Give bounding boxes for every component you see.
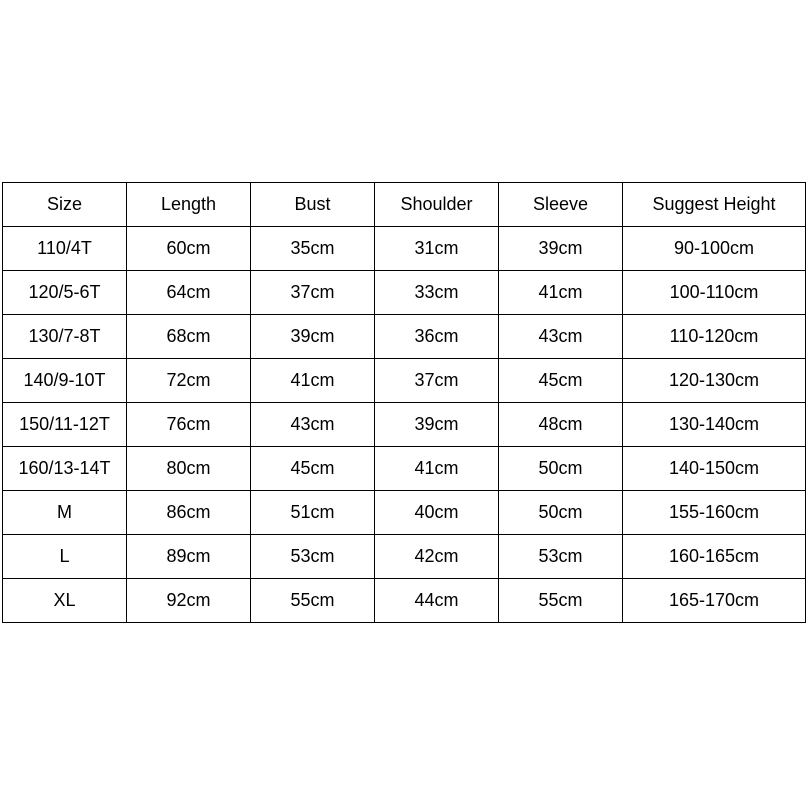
cell-suggest-height: 155-160cm (623, 491, 806, 535)
table-row (3, 359, 806, 403)
cell-shoulder: 42cm (375, 535, 499, 579)
cell-length: 92cm (127, 579, 251, 623)
table-row (3, 535, 806, 579)
table-row (3, 447, 806, 491)
cell-suggest-height: 140-150cm (623, 447, 806, 491)
cell-suggest-height: 160-165cm (623, 535, 806, 579)
cell-size: 130/7-8T (3, 315, 127, 359)
cell-sleeve: 48cm (499, 403, 623, 447)
table-row (3, 403, 806, 447)
cell-size: 140/9-10T (3, 359, 127, 403)
table-row (3, 491, 806, 535)
table-row (3, 315, 806, 359)
cell-sleeve: 50cm (499, 447, 623, 491)
cell-suggest-height: 110-120cm (623, 315, 806, 359)
cell-shoulder: 40cm (375, 491, 499, 535)
cell-size: XL (3, 579, 127, 623)
cell-shoulder: 44cm (375, 579, 499, 623)
cell-length: 64cm (127, 271, 251, 315)
cell-size: 160/13-14T (3, 447, 127, 491)
cell-sleeve: 39cm (499, 227, 623, 271)
cell-suggest-height: 90-100cm (623, 227, 806, 271)
cell-bust: 39cm (251, 315, 375, 359)
cell-shoulder: 41cm (375, 447, 499, 491)
cell-size: L (3, 535, 127, 579)
table-header-row (3, 183, 806, 227)
header-suggest-height: Suggest Height (623, 183, 806, 227)
table-row (3, 271, 806, 315)
cell-sleeve: 45cm (499, 359, 623, 403)
cell-suggest-height: 165-170cm (623, 579, 806, 623)
cell-sleeve: 41cm (499, 271, 623, 315)
cell-bust: 43cm (251, 403, 375, 447)
cell-length: 68cm (127, 315, 251, 359)
cell-sleeve: 53cm (499, 535, 623, 579)
cell-bust: 37cm (251, 271, 375, 315)
cell-length: 80cm (127, 447, 251, 491)
header-sleeve: Sleeve (499, 183, 623, 227)
cell-size: 110/4T (3, 227, 127, 271)
cell-length: 72cm (127, 359, 251, 403)
cell-bust: 53cm (251, 535, 375, 579)
size-chart-table (2, 182, 806, 623)
cell-sleeve: 50cm (499, 491, 623, 535)
cell-bust: 35cm (251, 227, 375, 271)
cell-size: 150/11-12T (3, 403, 127, 447)
header-bust: Bust (251, 183, 375, 227)
cell-bust: 41cm (251, 359, 375, 403)
cell-length: 89cm (127, 535, 251, 579)
cell-length: 60cm (127, 227, 251, 271)
cell-shoulder: 36cm (375, 315, 499, 359)
cell-shoulder: 31cm (375, 227, 499, 271)
header-size: Size (3, 183, 127, 227)
cell-size: M (3, 491, 127, 535)
cell-length: 86cm (127, 491, 251, 535)
cell-suggest-height: 100-110cm (623, 271, 806, 315)
header-shoulder: Shoulder (375, 183, 499, 227)
cell-size: 120/5-6T (3, 271, 127, 315)
table-row (3, 579, 806, 623)
cell-sleeve: 55cm (499, 579, 623, 623)
cell-length: 76cm (127, 403, 251, 447)
cell-bust: 45cm (251, 447, 375, 491)
cell-bust: 55cm (251, 579, 375, 623)
cell-suggest-height: 130-140cm (623, 403, 806, 447)
cell-shoulder: 33cm (375, 271, 499, 315)
cell-suggest-height: 120-130cm (623, 359, 806, 403)
table-row (3, 227, 806, 271)
header-length: Length (127, 183, 251, 227)
cell-shoulder: 39cm (375, 403, 499, 447)
cell-bust: 51cm (251, 491, 375, 535)
cell-sleeve: 43cm (499, 315, 623, 359)
cell-shoulder: 37cm (375, 359, 499, 403)
